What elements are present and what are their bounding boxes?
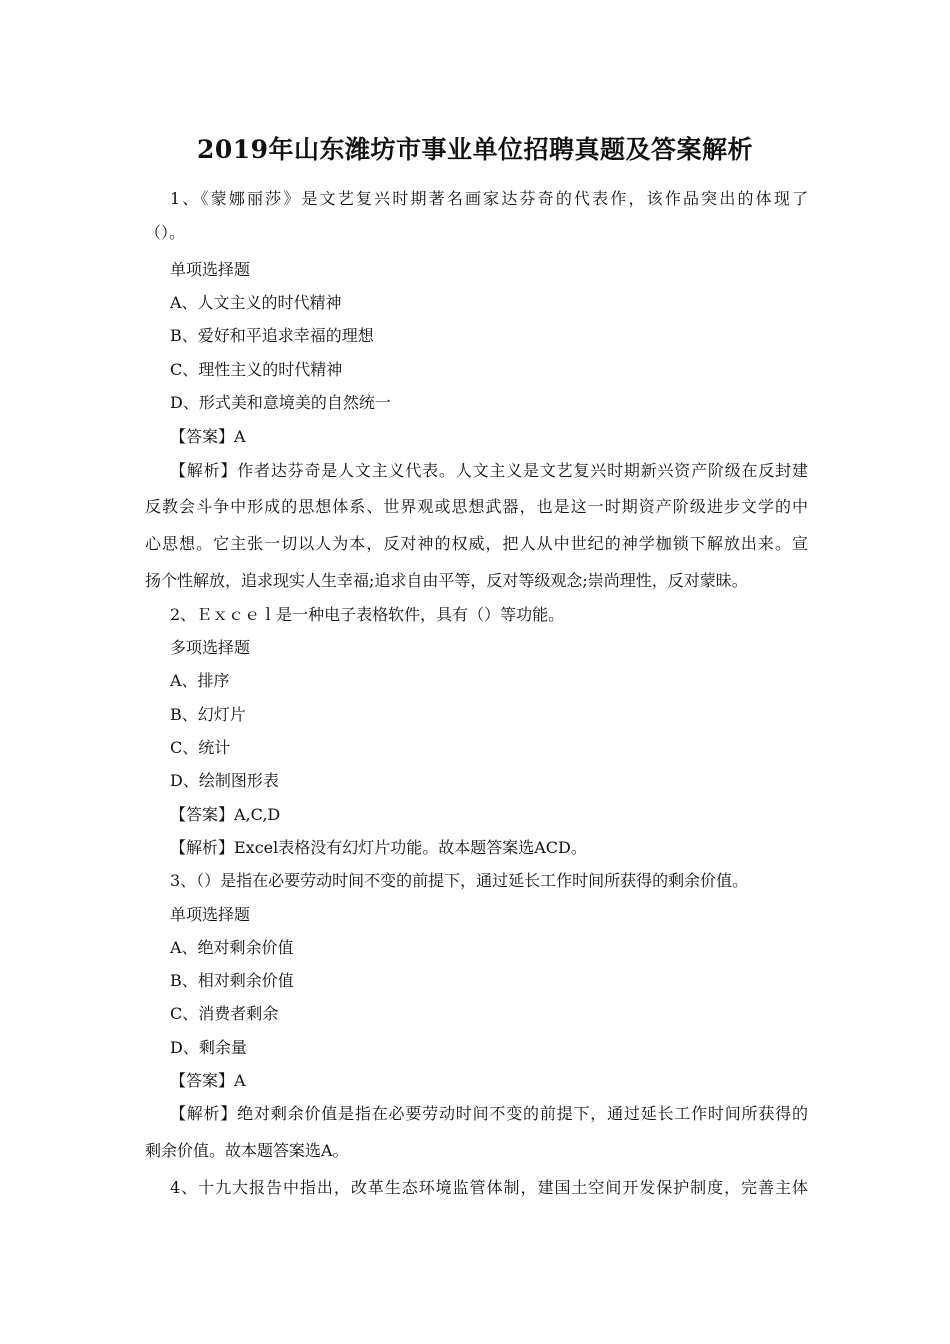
question-2-answer: 【答案】A,C,D: [170, 805, 281, 824]
question-4-stem-line-1: 4、十九大报告中指出，改革生态环境监管体制，建国土空间开发保护制度，完善主体: [170, 1178, 808, 1197]
question-1-option-a: A、人文主义的时代精神: [170, 293, 342, 312]
question-2-type: 多项选择题: [170, 638, 251, 657]
question-1-analysis-line-3: 心思想。它主张一切以人为本，反对神的权威，把人从中世纪的神学枷锁下解放出来。宣: [145, 534, 808, 553]
question-1-option-c: C、理性主义的时代精神: [170, 360, 343, 379]
question-1-stem-line-2: （）。: [145, 223, 186, 242]
question-1-analysis-line-1: 【解析】作者达芬奇是人文主义代表。人文主义是文艺复兴时期新兴资产阶级在反封建: [170, 461, 808, 480]
question-1-analysis-line-4: 扬个性解放，追求现实人生幸福;追求自由平等，反对等级观念;崇尚理性，反对蒙昧。: [145, 571, 748, 590]
question-1-analysis-line-2: 反教会斗争中形成的思想体系、世界观或思想武器，也是这一时期资产阶级进步文学的中: [145, 497, 808, 516]
question-2-analysis-line-1: 【解析】Excel表格没有幻灯片功能。故本题答案选ACD。: [170, 838, 587, 857]
question-3-option-c: C、消费者剩余: [170, 1004, 279, 1023]
question-3-analysis-line-2: 剩余价值。故本题答案选A。: [145, 1141, 349, 1160]
question-3-analysis-line-1: 【解析】绝对剩余价值是指在必要劳动时间不变的前提下，通过延长工作时间所获得的: [170, 1104, 808, 1123]
question-2-option-b: B、幻灯片: [170, 705, 246, 724]
question-3-option-d: D、剩余量: [170, 1038, 247, 1057]
question-1-stem-line-1: 1、《蒙娜丽莎》是文艺复兴时期著名画家达芬奇的代表作，该作品突出的体现了: [170, 189, 808, 208]
page-title: 2019年山东潍坊市事业单位招聘真题及答案解析: [196, 135, 754, 164]
question-2-option-d: D、绘制图形表: [170, 771, 279, 790]
question-2-option-a: A、排序: [170, 671, 230, 690]
question-3-option-a: A、绝对剩余价值: [170, 938, 294, 957]
question-3-answer: 【答案】A: [170, 1071, 246, 1090]
question-1-answer: 【答案】A: [170, 427, 246, 446]
question-3-type: 单项选择题: [170, 905, 251, 924]
question-1-type: 单项选择题: [170, 260, 251, 279]
question-1-option-b: B、爱好和平追求幸福的理想: [170, 326, 374, 345]
question-1-option-d: D、形式美和意境美的自然统一: [170, 393, 391, 412]
question-2-option-c: C、统计: [170, 738, 231, 757]
question-2-stem-line-1: 2、Ｅｘｃｅｌ是一种电子表格软件，具有（）等功能。: [170, 605, 565, 624]
question-3-stem-line-1: 3、（）是指在必要劳动时间不变的前提下，通过延长工作时间所获得的剩余价值。: [170, 871, 749, 890]
question-3-option-b: B、相对剩余价值: [170, 971, 294, 990]
